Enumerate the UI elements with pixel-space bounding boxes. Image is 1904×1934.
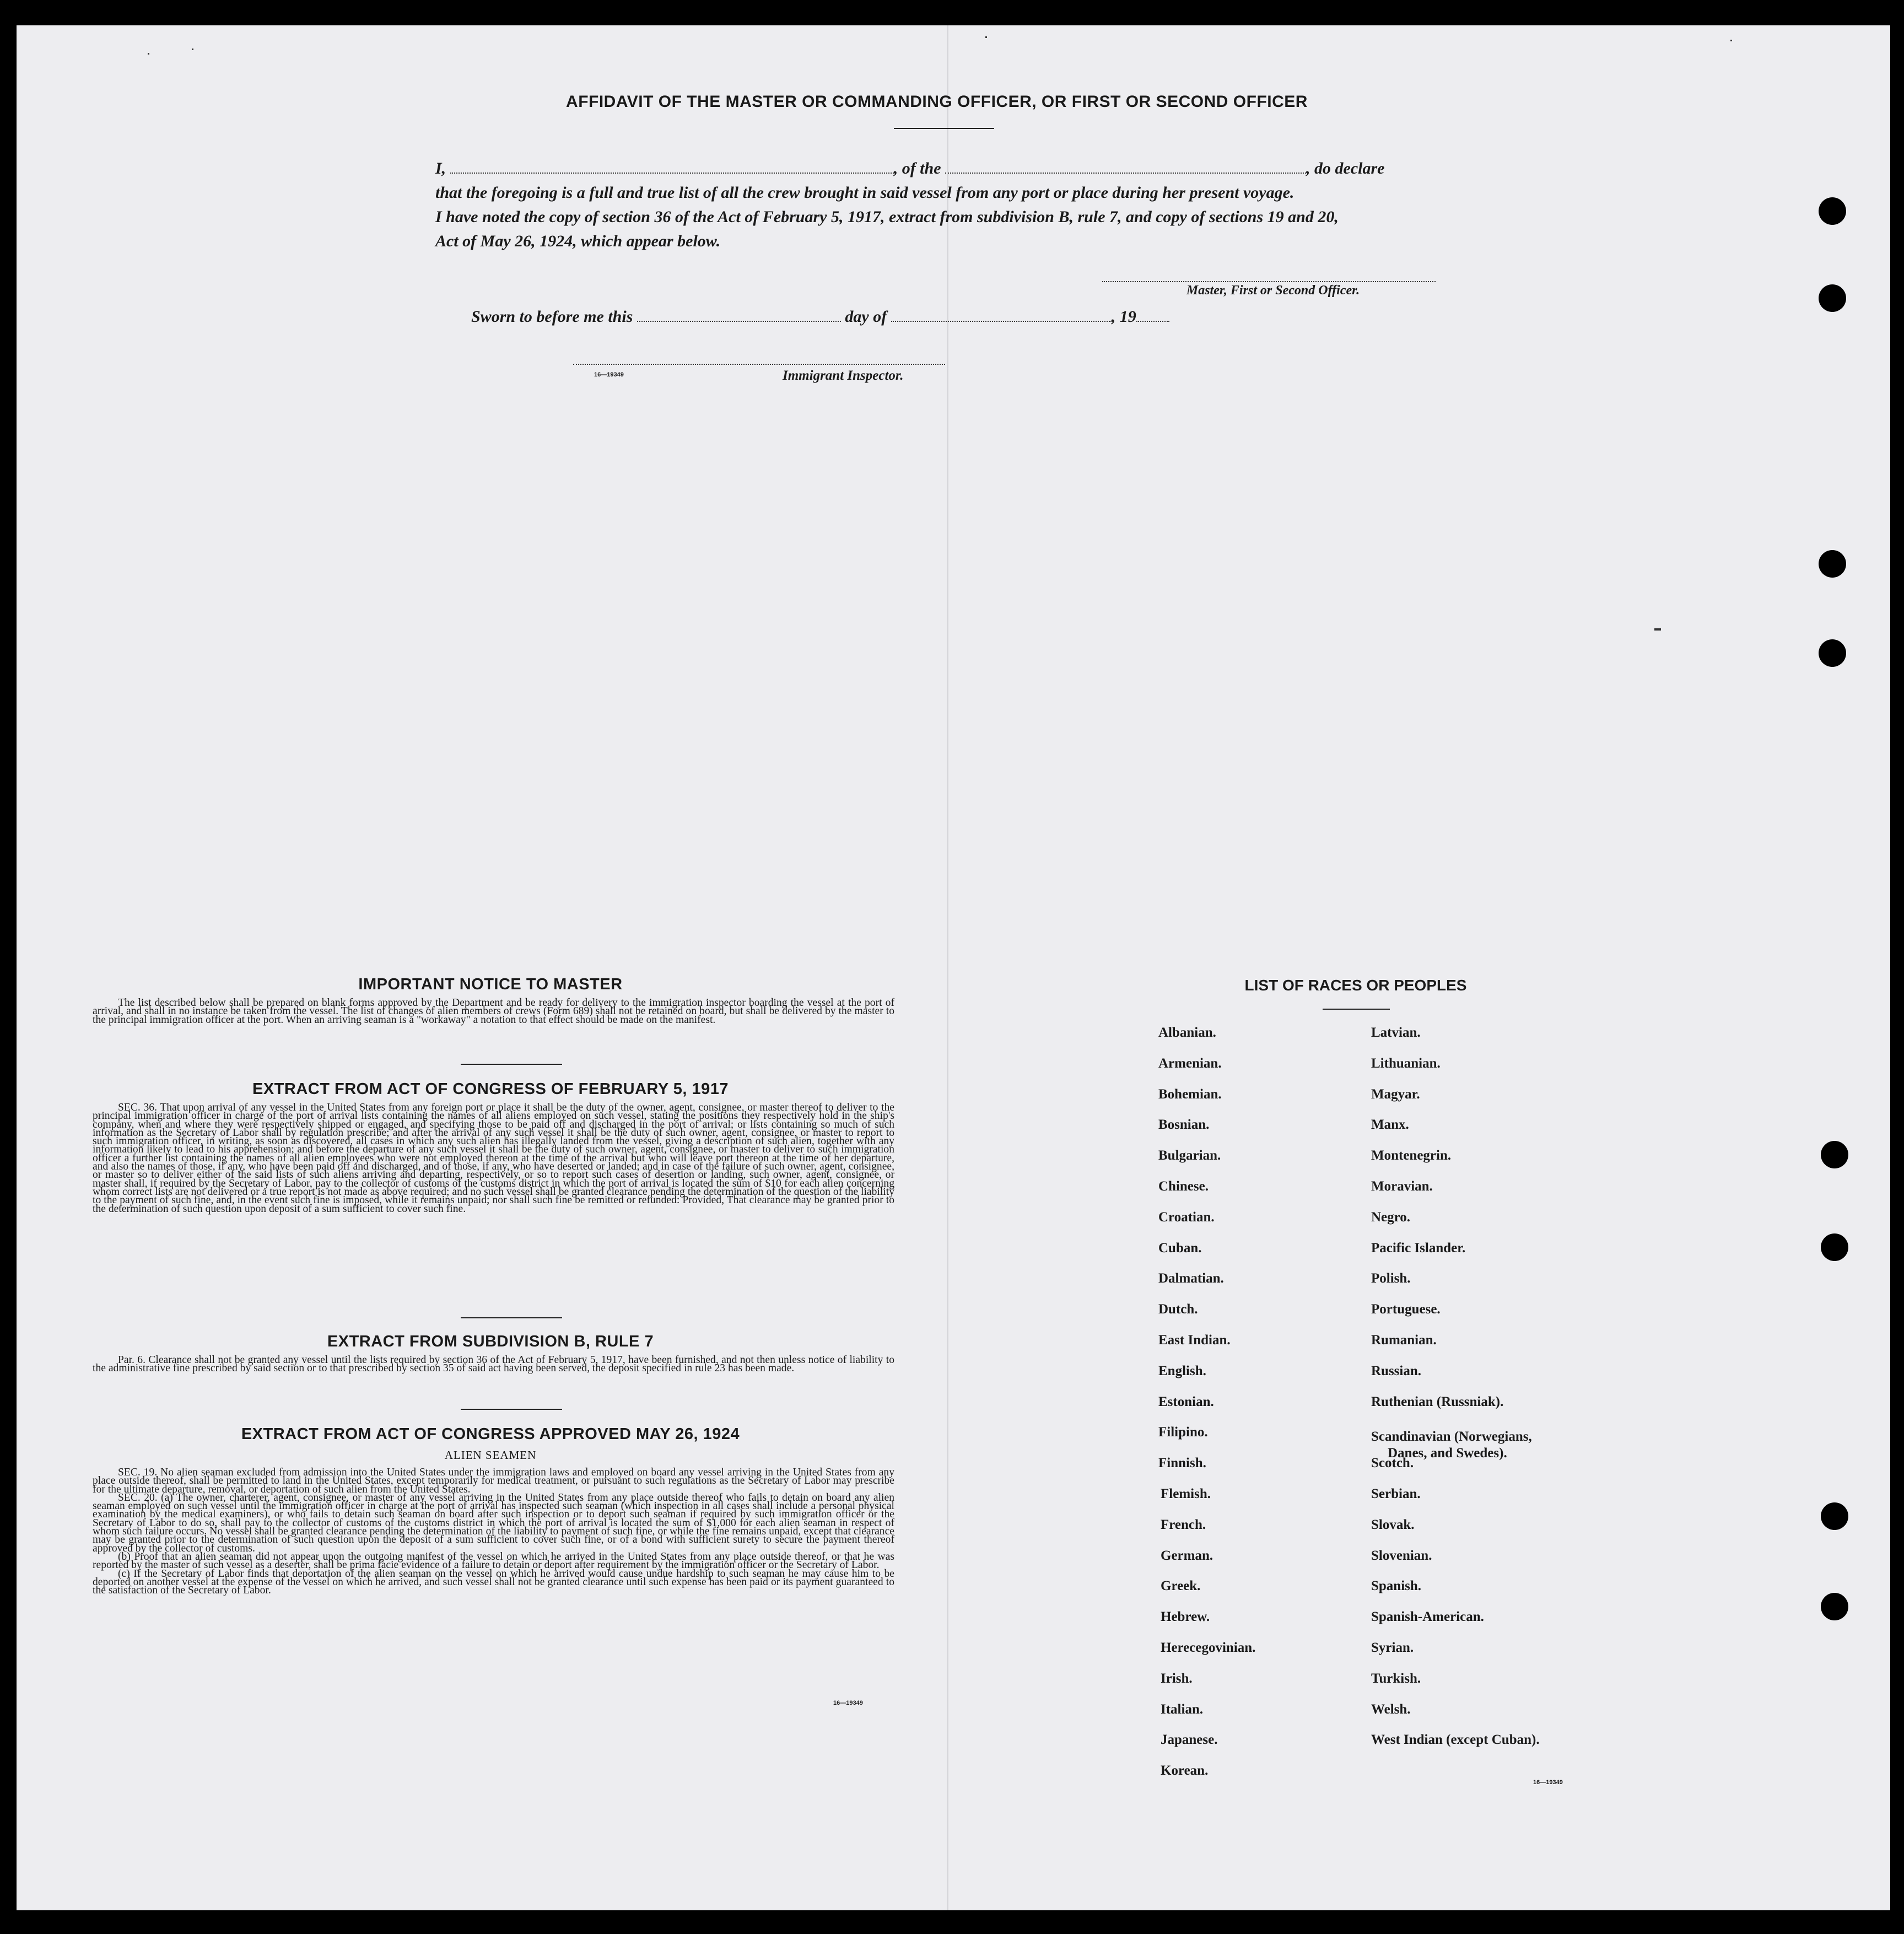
race-item: West Indian (except Cuban).	[1371, 1732, 1540, 1748]
races-title: LIST OF RACES OR PEOPLES	[1244, 977, 1467, 994]
race-item: Irish.	[1161, 1671, 1193, 1686]
title-rule	[894, 128, 994, 129]
section-rule	[461, 1317, 562, 1318]
race-item: Bulgarian.	[1158, 1148, 1221, 1163]
speck	[1730, 40, 1732, 41]
declaration-line-4: Act of May 26, 1924, which appear below.	[435, 232, 721, 250]
extract-1924-text	[93, 1467, 894, 1597]
punch-hole	[1821, 1502, 1848, 1530]
race-item: Syrian.	[1371, 1640, 1414, 1655]
sworn-label: Sworn to before me this	[471, 308, 633, 326]
sworn-year-label: , 19	[1111, 308, 1136, 326]
race-item: Chinese.	[1158, 1179, 1209, 1194]
punch-hole	[1821, 1593, 1848, 1620]
race-item: Slovenian.	[1371, 1548, 1432, 1563]
race-item: East Indian.	[1158, 1333, 1231, 1348]
declaration-of-the-label: , of the	[893, 159, 941, 177]
race-item: Estonian.	[1158, 1394, 1214, 1409]
race-item: English.	[1158, 1363, 1206, 1378]
inspector-label: Immigrant Inspector.	[783, 368, 904, 383]
race-item: Bosnian.	[1158, 1117, 1210, 1133]
race-item: Cuban.	[1158, 1240, 1202, 1256]
sworn-day-field[interactable]	[637, 309, 841, 322]
race-item: Pacific Islander.	[1371, 1240, 1466, 1256]
declaration-declare-label: , do declare	[1306, 159, 1385, 177]
sec-20b-paragraph: (b) Proof that an alien seaman did not appear upon the outgoing manifest of the vessel on which he arrived in the United States from any place outside thereof, or that he was reported by the master of such vessel as a deserter, shall be prima facie evidence of a failure to detain or deport after requirement by the immigration officer or the Secretary of Labor.	[93, 1550, 894, 1571]
section-rule	[461, 1409, 562, 1410]
alien-seamen-subtitle: ALIEN SEAMEN	[444, 1448, 537, 1462]
notice-title: IMPORTANT NOTICE TO MASTER	[358, 976, 623, 993]
rule7-paragraph: Par. 6. Clearance shall not be granted any vessel until the lists required by section 36 of the Act of February 5, 1917, have been furnished, and not then unless notice of liability to the administrative fine prescribed by said section or to that prescribed by section 35 of said act having been served, the deposit specified in rule 23 has been made.	[93, 1354, 894, 1375]
race-item: Scandinavian (Norwegians,	[1371, 1429, 1532, 1445]
signature-label: Master, First or Second Officer.	[1186, 283, 1360, 298]
signature-field[interactable]	[1102, 270, 1436, 282]
vessel-name-field[interactable]	[945, 160, 1306, 174]
speck	[985, 36, 987, 38]
race-item: Dalmatian.	[1158, 1271, 1224, 1286]
speck	[1654, 628, 1661, 631]
inspector-signature-field[interactable]	[573, 353, 945, 365]
sworn-day-label: day of	[845, 308, 887, 326]
race-item: Lithuanian.	[1371, 1055, 1441, 1071]
declaration-line-2: that the foregoing is a full and true list of all the crew brought in said vessel from any port or place during her present voyage.	[435, 184, 1294, 202]
rule7-title: EXTRACT FROM SUBDIVISION B, RULE 7	[327, 1333, 654, 1350]
race-item: Portuguese.	[1371, 1302, 1441, 1317]
affidavit-title: AFFIDAVIT OF THE MASTER OR COMMANDING OFFICER, OR FIRST OR SECOND OFFICER	[566, 93, 1308, 111]
declaration-line-1	[435, 157, 1488, 181]
race-item: Negro.	[1371, 1209, 1411, 1225]
affidavit-declaration	[435, 157, 1488, 254]
race-item: Albanian.	[1158, 1025, 1216, 1040]
sec-20c-paragraph: (c) If the Secretary of Labor finds that deportation of the alien seaman on the vessel on which he arrived would cause undue hardship to such seaman he may cause him to be deported on another vessel at the expense of the vessel on which he arrived, and such vessel shall not be granted clearance until such expense has been paid or its payment guaranteed to the satisfaction of the Secretary of Labor.	[93, 1567, 894, 1597]
race-item: Ruthenian (Russniak).	[1371, 1394, 1504, 1409]
race-item: Dutch.	[1158, 1302, 1198, 1317]
race-item: Serbian.	[1371, 1486, 1421, 1501]
rule7-text	[93, 1356, 894, 1373]
speck	[148, 53, 149, 55]
speck	[192, 49, 193, 50]
race-item: Spanish.	[1371, 1579, 1422, 1594]
race-item: Flemish.	[1161, 1486, 1211, 1501]
race-item: Welsh.	[1371, 1701, 1411, 1717]
race-item: Montenegrin.	[1371, 1148, 1452, 1163]
race-item: Spanish-American.	[1371, 1609, 1484, 1625]
declaration-line-3: I have noted the copy of section 36 of the Act of February 5, 1917, extract from subdivision B, rule 7, and copy of sections 19 and 20,	[435, 208, 1339, 226]
punch-hole	[1821, 1233, 1848, 1261]
race-item: Korean.	[1161, 1763, 1209, 1779]
race-item: Hebrew.	[1161, 1609, 1210, 1625]
extract-1917-title: EXTRACT FROM ACT OF CONGRESS OF FEBRUARY 5, 1917	[252, 1080, 729, 1098]
race-item: Polish.	[1371, 1271, 1411, 1286]
sworn-year-field[interactable]	[1136, 309, 1169, 322]
sworn-line	[471, 308, 1169, 326]
sec-19-paragraph: SEC. 19. No alien seaman excluded from admission into the United States under the immigration laws and employed on board any vessel arriving in the United States from any place outside thereof, shall be permitted to land in the United States, except temporarily for medical treatment, or pursuant to such regulations as the Secretary of Labor may prescribe for the ultimate departure, removal, or deportation of such alien from the United States.	[93, 1467, 894, 1495]
extract-1924-title: EXTRACT FROM ACT OF CONGRESS APPROVED MAY 26, 1924	[241, 1425, 740, 1443]
race-item: Croatian.	[1158, 1209, 1215, 1225]
notice-text	[93, 999, 894, 1024]
affidavit-form-number: 16—19349	[594, 371, 624, 378]
extract-form-number: 16—19349	[833, 1700, 863, 1706]
race-item: Finnish.	[1158, 1456, 1206, 1471]
race-item: Manx.	[1371, 1117, 1409, 1133]
punch-hole	[1819, 639, 1846, 667]
race-item: Latvian.	[1371, 1025, 1421, 1040]
race-item: Russian.	[1371, 1363, 1422, 1378]
race-item: Armenian.	[1158, 1055, 1222, 1071]
race-item: Bohemian.	[1158, 1086, 1222, 1102]
race-item: Herecegovinian.	[1161, 1640, 1256, 1655]
officer-name-field[interactable]	[450, 160, 894, 174]
race-item: German.	[1161, 1548, 1213, 1563]
race-item: Moravian.	[1371, 1179, 1433, 1194]
notice-paragraph: The list described below shall be prepared on blank forms approved by the Department and be ready for delivery to the immigration inspector boarding the vessel at the port of arrival, and shall in no instance be taken from the vessel. The list of changes of alien members of crews (Form 689) shall not be retained on board, but shall be delivered by the master to the principal immigration officer at the port. When an arriving seaman is a "workaway" a notation to that effect should be made on the manifest.	[93, 997, 894, 1026]
punch-hole	[1819, 284, 1846, 312]
declaration-i-label: I,	[435, 159, 446, 177]
race-item: Italian.	[1161, 1701, 1204, 1717]
races-title-rule	[1323, 1009, 1390, 1010]
race-item: Turkish.	[1371, 1671, 1421, 1686]
race-item: Magyar.	[1371, 1086, 1420, 1102]
extract-1917-text	[93, 1103, 894, 1213]
sec-36-paragraph: SEC. 36. That upon arrival of any vessel in the United States from any foreign port or place it shall be the duty of the owner, agent, consignee, or master thereof to deliver to the principal immigration officer in charge of the port of arrival lists containing the names of all aliens employed on such vessel, stating the positions they respectively hold in the ship's company, when and where they were respectively shipped or engaged, and specifying those to be paid off and discharged in the port of arrival; or lists containing so much of such information as the Secretary of Labor shall by regulation prescribe; and after the arrival of any such vessel it shall be the duty of such owner, agent, consignee, or master to report to such immigration officer, in writing, as soon as discovered, all cases in which any such alien has illegally landed from the vessel, giving a description of such alien, together with any information likely to lead to his apprehension; and before the departure of any such vessel it shall be the duty of such owner, agent, consignee, or master to deliver to such immigration officer a further list containing the names of all alien employees who were not employed thereon at the time of the arrival but who will leave port thereon at the time of her departure, and also the names of those, if any, who have been paid off and discharged, and of those, if any, who have deserted or landed; and in case of the failure of such owner, agent, consignee, or master so to deliver either of the said lists of such aliens arriving and departing, respectively, or so to report such cases of desertion or landing, such owner, agent, consignee, or master shall, if required by the Secretary of Labor, pay to the collector of customs of the customs district in which the port of arrival is located the sum of $10 for each alien concerning whom correct lists are not delivered or a true report is not made as above required; and no such vessel shall be granted clearance pending the determination of the question of the liability to the payment of such fine, and, in the event such fine is imposed, while it remains unpaid; nor shall such fine be remitted or refunded: Provided, That clearance may be granted prior to the determination of such question upon deposit of a sum sufficient to cover such fine.	[93, 1102, 894, 1215]
sworn-month-field[interactable]	[891, 309, 1112, 322]
race-item: Japanese.	[1161, 1732, 1218, 1748]
race-item: Greek.	[1161, 1579, 1201, 1594]
punch-hole	[1821, 1141, 1848, 1168]
races-form-number: 16—19349	[1533, 1779, 1563, 1786]
race-item: Slovak.	[1371, 1517, 1415, 1532]
race-item: Rumanian.	[1371, 1333, 1437, 1348]
punch-hole	[1819, 197, 1846, 225]
section-rule	[461, 1064, 562, 1065]
race-item: Filipino.	[1158, 1425, 1208, 1440]
race-item: Danes, and Swedes).	[1388, 1446, 1507, 1461]
sec-20a-paragraph: SEC. 20. (a) The owner, charterer, agent, consignee, or master of any vessel arriving in the United States from any place outside thereof who fails to detain on board any alien seaman employed on such vessel until the immigration officer in charge at the port of arrival has inspected such seaman (which inspection in all cases shall include a personal physical examination by the medical examiners), or who fails to detain such seaman on board after such inspection or to deport such seaman if required by such immigration officer or the Secretary of Labor to do so, shall pay to the collector of customs of the customs district in which the port of arrival is located the sum of $1,000 for each alien seaman in respect of whom such failure occurs. No vessel shall be granted clearance pending the determination of the liability to payment of such fine, or while the fine remains unpaid, except that clearance may be granted prior to the determination of such question upon the deposit of a sum sufficient to cover such fine, or of a bond with sufficient surety to secure the payment thereof approved by the collector of customs.	[93, 1491, 894, 1554]
race-item: French.	[1161, 1517, 1206, 1532]
punch-hole	[1819, 550, 1846, 578]
race-item: Scotch.	[1371, 1456, 1414, 1471]
